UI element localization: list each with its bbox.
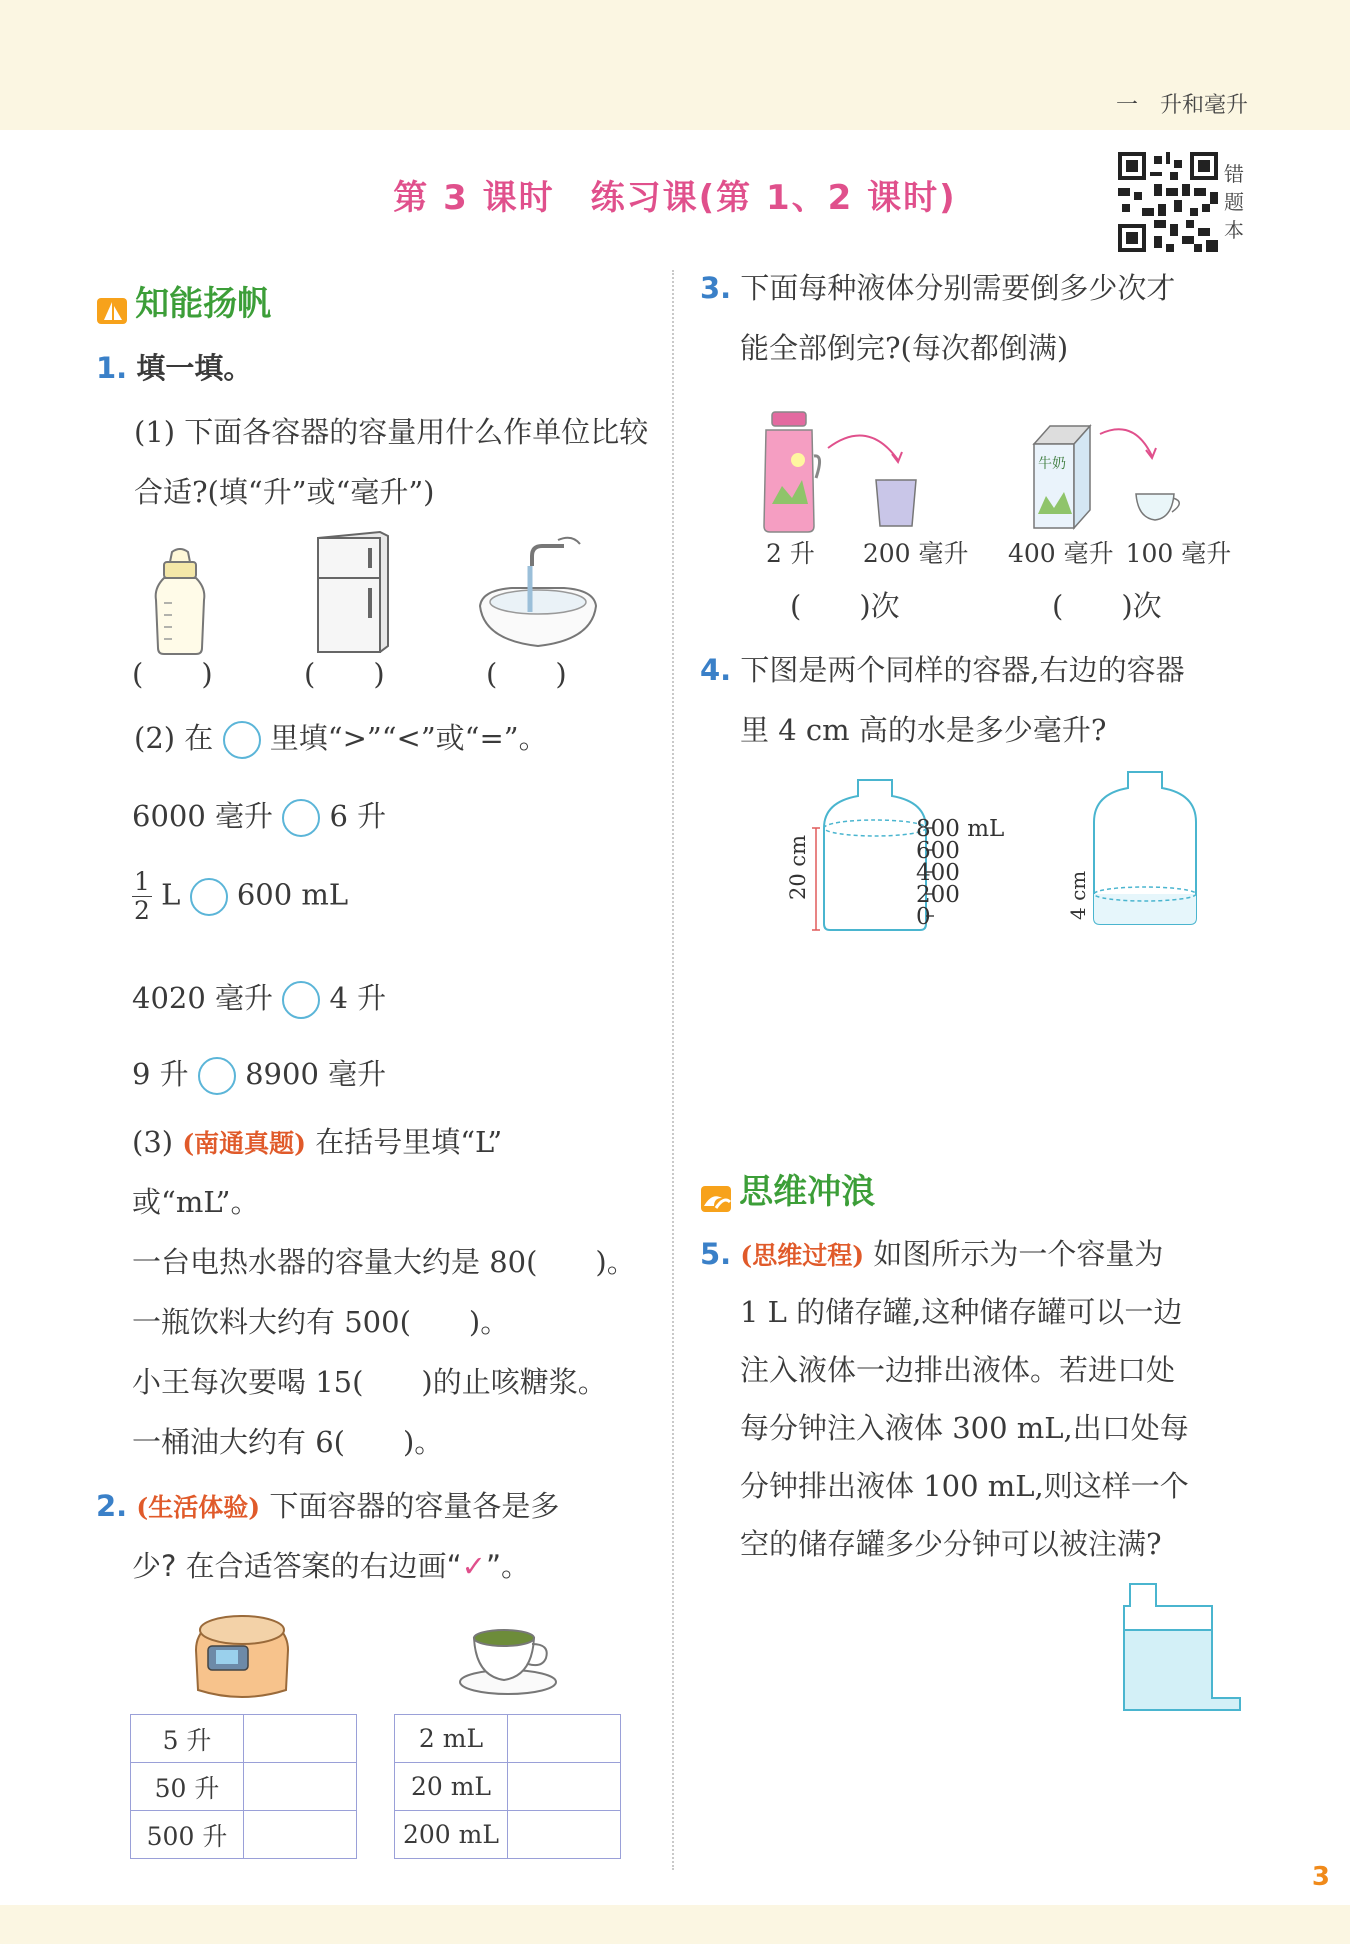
capacity-label: 200 毫升 xyxy=(862,539,969,568)
fraction-denominator: 2 xyxy=(134,896,150,925)
fill-sentence: 一台电热水器的容量大约是 80( )。 xyxy=(132,1245,636,1279)
page-number: 3 xyxy=(1311,1862,1330,1892)
q5-text: 如图所示为一个容量为 xyxy=(873,1237,1164,1271)
refrigerator-icon xyxy=(312,530,392,654)
compare-left: 4020 毫升 xyxy=(132,981,274,1015)
answer-table-tea-cup xyxy=(394,1714,621,1859)
scale-mark: 600 xyxy=(916,838,960,864)
answer-circle[interactable] xyxy=(190,878,228,916)
column-divider xyxy=(672,270,674,1870)
q5-text: 1 L 的储存罐,这种储存罐可以一边 xyxy=(740,1295,1183,1329)
check-cell[interactable] xyxy=(508,1715,621,1763)
thermos-pour-illustration xyxy=(758,408,958,538)
chapter-label: 一 升和毫升 xyxy=(1115,93,1248,118)
q2-text: 少? 在合适答案的右边画“ xyxy=(132,1549,462,1583)
check-cell[interactable] xyxy=(508,1811,621,1859)
source-tag: (南通真题) xyxy=(182,1129,306,1158)
option-label: 5 升 xyxy=(131,1715,244,1763)
water-height-label: 4 cm xyxy=(1066,870,1090,920)
fill-sentence: 小王每次要喝 15( )的止咳糖浆。 xyxy=(132,1365,607,1399)
option-label: 2 mL xyxy=(395,1715,508,1763)
q1-part2-text: 里填“>”“<”或“=”。 xyxy=(269,721,548,755)
water-container-diagram xyxy=(1086,768,1216,938)
scale-mark: 800 mL xyxy=(916,816,1005,842)
q5-text: 分钟排出液体 100 mL,则这样一个 xyxy=(740,1469,1189,1503)
fill-sentence: 一瓶饮料大约有 500( )。 xyxy=(132,1305,510,1339)
blank-parenthesis[interactable]: ( ) xyxy=(132,657,213,691)
rice-cooker-icon xyxy=(190,1606,294,1702)
qr-label: 错题本 xyxy=(1224,162,1244,242)
times-blank[interactable]: ( )次 xyxy=(790,589,900,623)
compare-right: 8900 毫升 xyxy=(245,1057,387,1091)
fill-sentence: 一桶油大约有 6( )。 xyxy=(132,1425,444,1459)
option-label: 200 mL xyxy=(395,1811,508,1859)
q5-text: 每分钟注入液体 300 mL,出口处每 xyxy=(740,1411,1189,1445)
compare-left: 9 升 xyxy=(132,1057,189,1091)
question-number: 4. xyxy=(700,653,732,687)
section-title: 思维冲浪 xyxy=(739,1172,876,1212)
blank-parenthesis[interactable]: ( ) xyxy=(486,657,567,691)
baby-bottle-icon xyxy=(150,548,210,658)
scale-mark: 400 xyxy=(916,860,960,886)
page-title: 第 3 课时 练习课(第 1、2 课时) xyxy=(393,178,957,218)
tea-cup-icon xyxy=(454,1622,564,1698)
qr-code-icon[interactable] xyxy=(1118,152,1218,252)
section-header-thinking xyxy=(700,1164,875,1216)
check-cell[interactable] xyxy=(508,1763,621,1811)
blank-parenthesis[interactable]: ( ) xyxy=(304,657,385,691)
compare-right: 600 mL xyxy=(236,877,349,912)
question-title: 填一填。 xyxy=(136,351,253,385)
capacity-label: 400 毫升 xyxy=(1008,539,1114,568)
height-label: 20 cm xyxy=(786,834,810,900)
q1-part2-text: (2) 在 xyxy=(134,721,214,755)
question-number: 5. xyxy=(700,1237,732,1271)
check-cell[interactable] xyxy=(244,1811,357,1859)
q5-text: 空的储存罐多少分钟可以被注满? xyxy=(740,1527,1162,1561)
compare-left: 6000 毫升 xyxy=(132,799,274,833)
check-cell[interactable] xyxy=(244,1763,357,1811)
q3-text: 能全部倒完?(每次都倒满) xyxy=(740,331,1069,365)
q2-text: ”。 xyxy=(485,1549,530,1583)
question-number: 1. xyxy=(96,351,128,385)
check-mark-icon: ✓ xyxy=(461,1549,486,1583)
q3-text: 下面每种液体分别需要倒多少次才 xyxy=(740,271,1176,305)
q1-part3-text: 或“mL”。 xyxy=(132,1185,260,1219)
answer-circle[interactable] xyxy=(282,799,320,837)
q1-part3-text: 在括号里填“L” xyxy=(315,1125,503,1159)
q5-text: 注入液体一边排出液体。若进口处 xyxy=(740,1353,1176,1387)
source-tag: (思维过程) xyxy=(740,1241,865,1270)
check-cell[interactable] xyxy=(244,1715,357,1763)
storage-tank-diagram xyxy=(1120,1580,1250,1720)
sail-icon xyxy=(96,294,130,328)
q4-text: 下图是两个同样的容器,右边的容器 xyxy=(740,653,1185,687)
question-number: 3. xyxy=(700,271,732,305)
carton-label: 牛奶 xyxy=(1038,456,1066,472)
capacity-label: 100 毫升 xyxy=(1125,539,1232,568)
answer-circle[interactable] xyxy=(198,1057,236,1095)
q2-text: 下面容器的容量各是多 xyxy=(269,1489,560,1523)
answer-table-rice-cooker xyxy=(130,1714,357,1859)
answer-circle[interactable] xyxy=(223,721,261,759)
scale-mark: 200 xyxy=(916,882,960,908)
times-blank[interactable]: ( )次 xyxy=(1052,589,1162,623)
compare-right: 6 升 xyxy=(329,799,387,833)
milk-carton-pour-illustration xyxy=(1030,418,1190,538)
section-header-knowledge xyxy=(96,276,271,328)
section-title: 知能扬帆 xyxy=(135,284,272,324)
question-number: 2. xyxy=(96,1489,128,1523)
source-tag: (生活体验) xyxy=(136,1493,261,1522)
scale-mark: 0 xyxy=(916,904,931,930)
option-label: 20 mL xyxy=(395,1763,508,1811)
q4-text: 里 4 cm 高的水是多少毫升? xyxy=(740,713,1107,747)
q1-part1-text: (1) 下面各容器的容量用什么作单位比较合适?(填“升”或“毫升”) xyxy=(134,415,649,509)
answer-circle[interactable] xyxy=(282,981,320,1019)
q1-part3-label: (3) xyxy=(132,1125,174,1159)
compare-unit: L xyxy=(161,877,181,912)
capacity-label: 2 升 xyxy=(766,539,815,568)
option-label: 50 升 xyxy=(131,1763,244,1811)
compare-right: 4 升 xyxy=(329,981,387,1015)
footer-band xyxy=(0,1905,1350,1944)
fraction-numerator: 1 xyxy=(134,867,150,896)
wave-icon xyxy=(700,1182,734,1216)
option-label: 500 升 xyxy=(131,1811,244,1859)
sink-basin-icon xyxy=(472,536,602,652)
